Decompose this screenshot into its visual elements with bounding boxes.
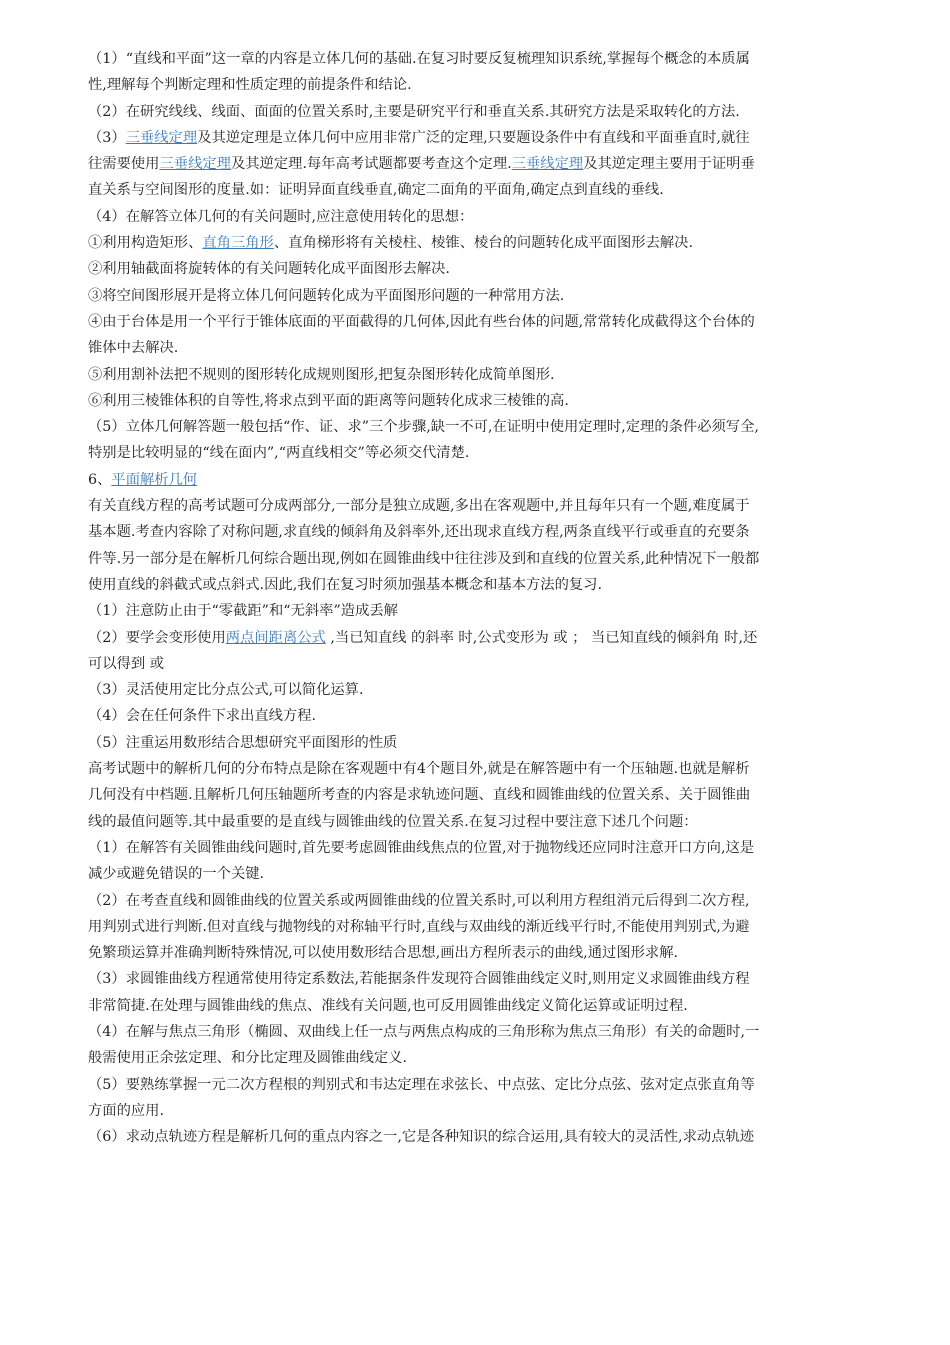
hyperlink[interactable]: 直角三角形	[202, 235, 274, 252]
text-run: （6）求动点轨迹方程是解析几何的重点内容之一,它是各种知识的综合运用,具有较大的灵活性,求动点轨迹	[88, 1129, 755, 1146]
text-run: 性,理解每个判断定理和性质定理的前提条件和结论.	[88, 77, 412, 94]
text-run: 高考试题中的解析几何的分布特点是除在客观题中有4个题目外,就是在解答题中有一个压轴题.也就是解析	[88, 761, 750, 778]
text-run: 、直角梯形将有关棱柱、棱锥、棱台的问题转化成平面图形去解决.	[273, 235, 694, 252]
hyperlink[interactable]: 两点间距离公式	[225, 629, 326, 646]
text-line-10	[88, 283, 864, 309]
text-line-33	[88, 888, 864, 914]
text-run: （3）求圆锥曲线方程通常使用待定系数法,若能据条件发现符合圆锥曲线定义时,则用定义求圆锥曲线方程	[88, 971, 750, 988]
text-run: 锥体中去解决.	[88, 340, 179, 357]
text-line-23	[88, 625, 864, 651]
text-run: （1）在解答有关圆锥曲线问题时,首先要考虑圆锥曲线焦点的位置,对于抛物线还应同时注意开口方向,这是	[88, 839, 755, 856]
text-line-24	[88, 651, 864, 677]
text-line-26	[88, 703, 864, 729]
text-run: （4）会在任何条件下求出直线方程.	[88, 708, 317, 725]
text-line-41	[88, 1098, 864, 1124]
text-run: （2）在考查直线和圆锥曲线的位置关系或两圆锥曲线的位置关系时,可以利用方程组消元后得到二次方程,	[88, 892, 750, 909]
text-run: 减少或避免错误的一个关键.	[88, 866, 265, 883]
text-run: 及其逆定理.每年高考试题都要考查这个定理.	[230, 156, 512, 173]
text-run: （2）要学会变形使用	[88, 629, 226, 646]
text-run: 非常简捷.在处理与圆锥曲线的焦点、准线有关问题,也可反用圆锥曲线定义简化运算或证明过程.	[88, 997, 688, 1014]
text-run: 及其逆定理是立体几何中应用非常广泛的定理,只要题设条件中有直线和平面垂直时,就往	[197, 129, 750, 146]
text-line-39	[88, 1045, 864, 1071]
text-line-3	[88, 99, 864, 125]
text-run: 有关直线方程的高考试题可分成两部分,一部分是独立成题,多出在客观题中,并且每年只有一个题,难度属于	[88, 498, 750, 515]
text-line-4	[88, 125, 864, 151]
text-run: 件等.另一部分是在解析几何综合题出现,例如在圆锥曲线中往往涉及到和直线的位置关系,此种情况下一般都	[88, 550, 760, 567]
text-line-19	[88, 519, 864, 545]
text-run: 方面的应用.	[88, 1102, 165, 1119]
text-line-17	[88, 467, 864, 493]
text-run: 可以得到 或	[88, 655, 165, 672]
text-run: （3）	[88, 129, 126, 146]
text-line-31	[88, 835, 864, 861]
text-line-14	[88, 388, 864, 414]
text-line-1	[88, 46, 864, 72]
text-line-22	[88, 598, 864, 624]
text-run: ⑥利用三棱锥体积的自等性,将求点到平面的距离等问题转化成求三棱锥的高.	[88, 392, 569, 409]
text-line-35	[88, 940, 864, 966]
text-line-21	[88, 572, 864, 598]
hyperlink[interactable]: 三垂线定理	[125, 129, 198, 146]
text-run: 往需要使用	[88, 156, 160, 173]
text-line-7	[88, 204, 864, 230]
text-run: 免繁琐运算并准确判断特殊情况,可以使用数形结合思想,画出方程所表示的曲线,通过图形求解.	[88, 945, 679, 962]
text-line-12	[88, 335, 864, 361]
text-run: 使用直线的斜截式或点斜式.因此,我们在复习时须加强基本概念和基本方法的复习.	[88, 576, 603, 593]
text-run: 直关系与空间图形的度量.如：证明异面直线垂直,确定二面角的平面角,确定点到直线的垂线.	[88, 182, 664, 199]
text-run: （4）在解答立体几何的有关问题时,应注意使用转化的思想：	[88, 208, 474, 225]
text-run: ③将空间图形展开是将立体几何问题转化成为平面图形问题的一种常用方法.	[88, 287, 565, 304]
text-run: ②利用轴截面将旋转体的有关问题转化成平面图形去解决.	[88, 261, 450, 278]
text-run: 用判别式进行判断.但对直线与抛物线的对称轴平行时,直线与双曲线的渐近线平行时,不能使用判别式,为避	[88, 918, 750, 935]
text-run: （4）在解与焦点三角形（椭圆、双曲线上任一点与两焦点构成的三角形称为焦点三角形）有关的命题时,一	[88, 1023, 760, 1040]
text-line-37	[88, 993, 864, 1019]
text-run: 线的最值问题等.其中最重要的是直线与圆锥曲线的位置关系.在复习过程中要注意下述几个问题：	[88, 813, 698, 830]
text-run: 几何没有中档题.且解析几何压轴题所考查的内容是求轨迹问题、直线和圆锥曲线的位置关系、关于圆锥曲	[88, 787, 751, 804]
text-line-2	[88, 72, 864, 98]
text-run: 基本题.考查内容除了对称问题,求直线的倾斜角及斜率外,还出现求直线方程,两条直线平行或垂直的充要条	[88, 524, 750, 541]
text-run: （5）要熟练掌握一元二次方程根的判别式和韦达定理在求弦长、中点弦、定比分点弦、弦对定点张直角等	[88, 1076, 755, 1093]
text-line-29	[88, 782, 864, 808]
text-run: ,当已知直线 的斜率 时,公式变形为 或 ； 当已知直线的倾斜角 时,还	[325, 629, 758, 646]
text-line-11	[88, 309, 864, 335]
text-run: （2）在研究线线、线面、面面的位置关系时,主要是研究平行和垂直关系.其研究方法是采取转化的方法.	[88, 103, 740, 120]
text-line-5	[88, 151, 864, 177]
text-line-9	[88, 256, 864, 282]
text-line-40	[88, 1072, 864, 1098]
text-line-25	[88, 677, 864, 703]
text-line-6	[88, 177, 864, 203]
text-line-27	[88, 730, 864, 756]
text-line-13	[88, 362, 864, 388]
text-run: ⑤利用割补法把不规则的图形转化成规则图形,把复杂图形转化成简单图形.	[88, 366, 555, 383]
hyperlink[interactable]: 三垂线定理	[511, 156, 584, 173]
text-run: 6、	[88, 471, 112, 488]
text-line-42	[88, 1124, 864, 1150]
text-run: 特别是比较明显的“线在面内”,“两直线相交”等必须交代清楚.	[88, 445, 470, 462]
text-run: （1）“直线和平面”这一章的内容是立体几何的基础.在复习时要反复梳理知识系统,掌握每个概念的本质属	[88, 51, 750, 67]
text-line-15	[88, 414, 864, 440]
text-line-36	[88, 966, 864, 992]
text-line-18	[88, 493, 864, 519]
text-line-34	[88, 914, 864, 940]
text-run: ④由于台体是用一个平行于锥体底面的平面截得的几何体,因此有些台体的问题,常常转化成截得这个台体的	[88, 313, 755, 330]
text-run: （5）立体几何解答题一般包括“作、证、求”三个步骤,缺一不可,在证明中使用定理时,定理的条件必须写全,	[88, 419, 759, 436]
text-run: ①利用构造矩形、	[88, 235, 203, 252]
hyperlink[interactable]: 平面解析几何	[111, 471, 198, 488]
text-line-8	[88, 230, 864, 256]
text-line-20	[88, 546, 864, 572]
text-line-30	[88, 809, 864, 835]
text-line-38	[88, 1019, 864, 1045]
text-line-32	[88, 861, 864, 887]
text-run: 般需使用正余弦定理、和分比定理及圆锥曲线定义.	[88, 1050, 408, 1067]
text-line-28	[88, 756, 864, 782]
text-line-16	[88, 440, 864, 466]
text-run: 及其逆定理主要用于证明垂	[583, 156, 755, 173]
hyperlink[interactable]: 三垂线定理	[159, 156, 231, 173]
text-run: （1）注意防止由于“零截距”和“无斜率”造成丢解	[88, 603, 398, 620]
text-run: （5）注重运用数形结合思想研究平面图形的性质	[88, 734, 398, 751]
text-run: （3）灵活使用定比分点公式,可以简化运算.	[88, 682, 364, 699]
document-body	[88, 46, 864, 1150]
